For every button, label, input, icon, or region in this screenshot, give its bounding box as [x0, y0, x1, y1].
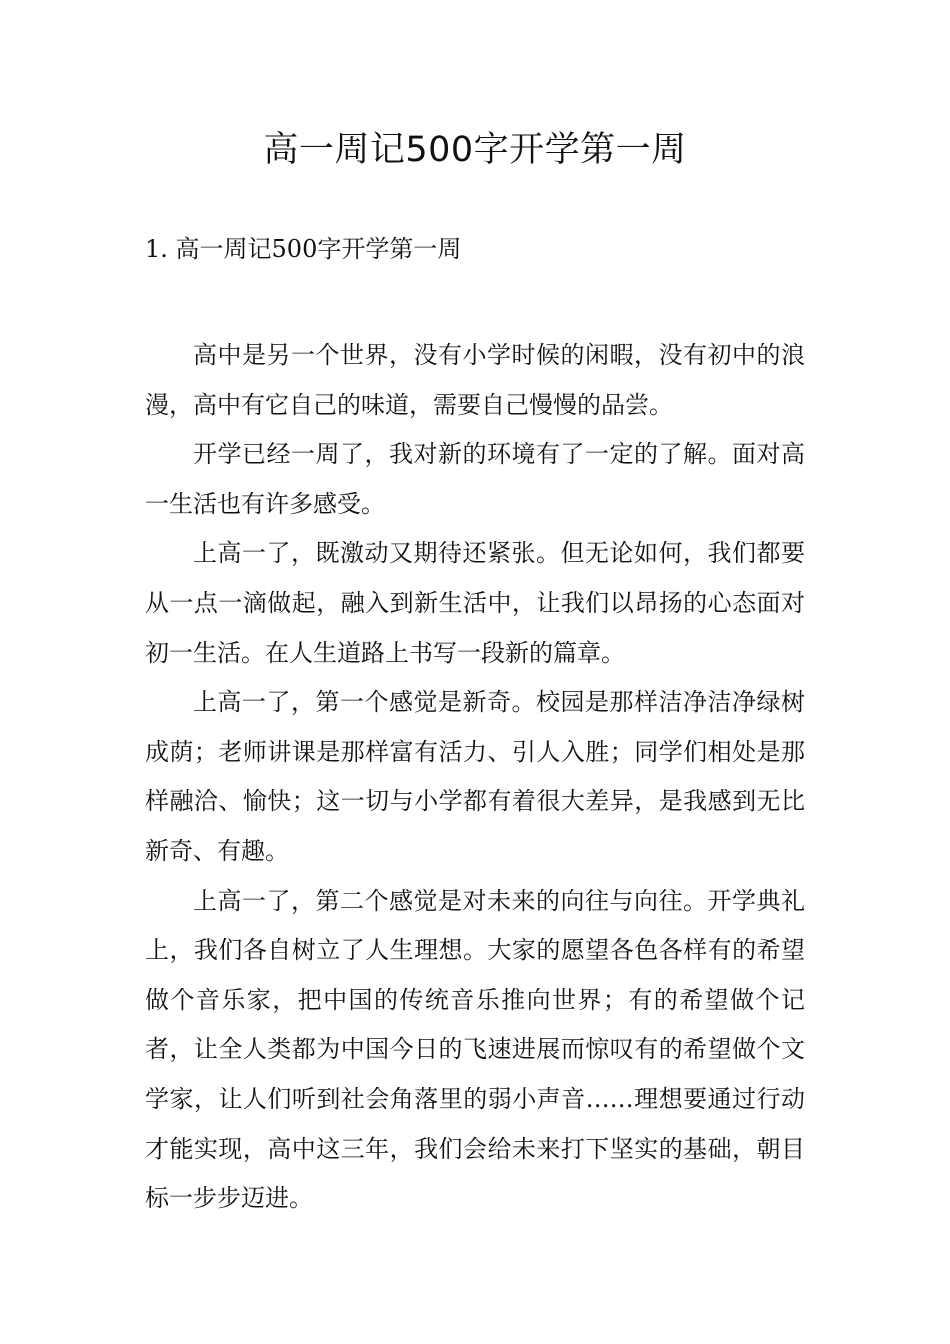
paragraph-4: 上高一了，第一个感觉是新奇。校园是那样洁净洁净绿树成荫；老师讲课是那样富有活力、引人入胜；同学们相处是那样融洽、愉快；这一切与小学都有着很大差异，是我感到无比新奇、有趣。 — [145, 688, 805, 865]
section-heading: 1. 高一周记500字开学第一周 — [145, 235, 462, 263]
paragraph-3: 上高一了，既激动又期待还紧张。但无论如何，我们都要从一点一滴做起，融入到新生活中，让我们以昂扬的心态面对初一生活。在人生道路上书写一段新的篇章。 — [145, 539, 805, 667]
paragraph-1: 高中是另一个世界，没有小学时候的闲暇，没有初中的浪漫，高中有它自己的味道，需要自己慢慢的品尝。 — [145, 341, 805, 419]
paragraph-5: 上高一了，第二个感觉是对未来的向往与向往。开学典礼上，我们各自树立了人生理想。大家的愿望各色各样有的希望做个音乐家，把中国的传统音乐推向世界；有的希望做个记者，让全人类都为中国今日的飞速进展而惊叹有的希望做个文学家，让人们听到社会角落里的弱小声音……理想要通过行动才能实现，高中这三年，我们会给未来打下坚实的基础，朝目标一步步迈进。 — [145, 886, 805, 1213]
paragraph-2: 开学已经一周了，我对新的环境有了一定的了解。面对高一生活也有许多感受。 — [145, 440, 805, 518]
article-body — [145, 331, 805, 1224]
document-title: 高一周记500字开学第一周 — [263, 130, 687, 170]
